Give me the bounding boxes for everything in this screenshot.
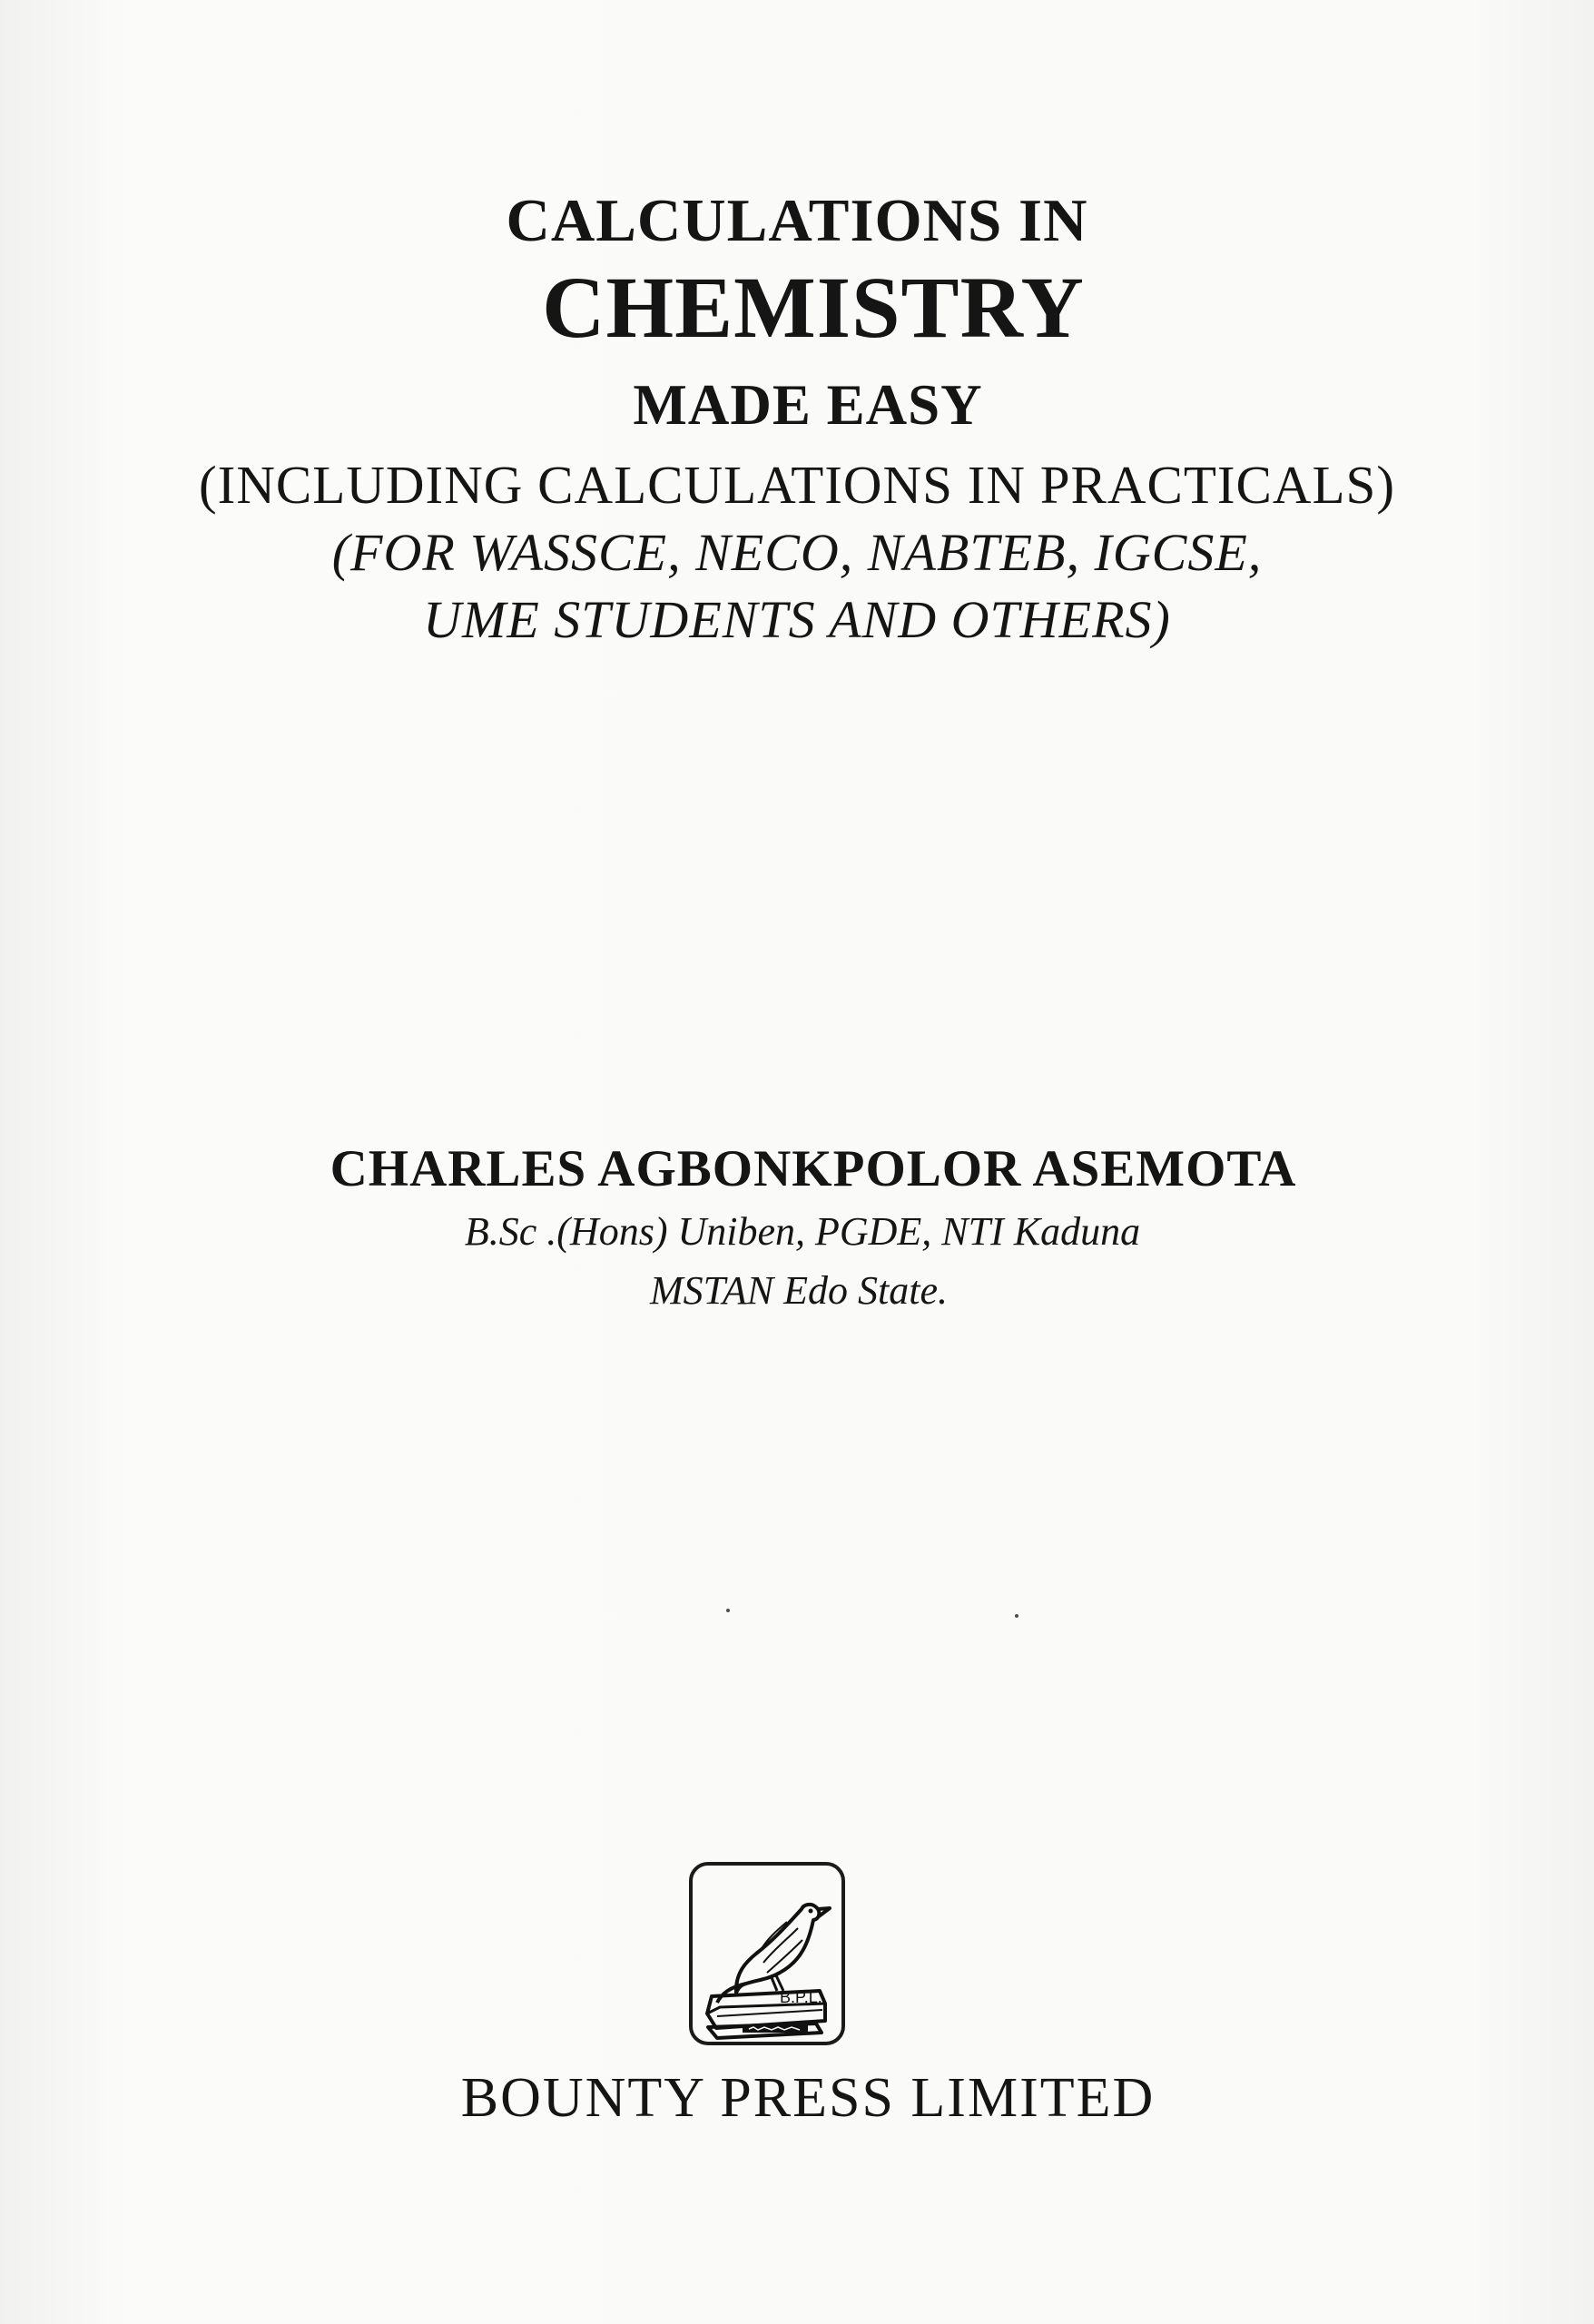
publisher-name: BOUNTY PRESS LIMITED bbox=[460, 2067, 1156, 2129]
book-subtitle-line-3: UME STUDENTS AND OTHERS) bbox=[423, 590, 1171, 649]
print-speck bbox=[726, 1609, 730, 1612]
book-subtitle-line-2: (FOR WASSCE, NECO, NABTEB, IGCSE, bbox=[331, 523, 1263, 582]
book-subtitle-line-1: (INCLUDING CALCULATIONS IN PRACTICALS) bbox=[199, 455, 1395, 515]
book-title-line-2: CHEMISTRY bbox=[542, 259, 1085, 356]
book-title-line-3: MADE EASY bbox=[633, 373, 983, 437]
author-credentials-line-1: B.Sc .(Hons) Uniben, PGDE, NTI Kaduna bbox=[464, 1209, 1141, 1254]
book-title-line-1: CALCULATIONS IN bbox=[506, 187, 1088, 254]
author-credentials-line-2: MSTAN Edo State. bbox=[650, 1268, 948, 1313]
logo-initials: B.P.L. bbox=[780, 1988, 822, 2006]
bird-books-logo bbox=[685, 1859, 849, 2048]
author-name: CHARLES AGBONKPOLOR ASEMOTA bbox=[330, 1140, 1297, 1197]
print-speck bbox=[1015, 1614, 1018, 1618]
